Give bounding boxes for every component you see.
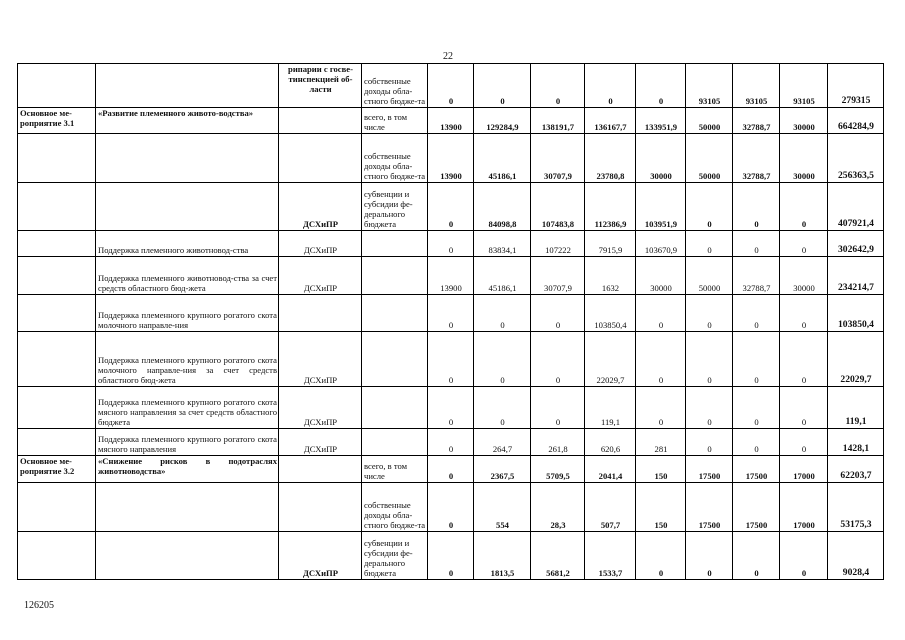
value-cell: 0 bbox=[474, 64, 531, 108]
value-cell: 83834,1 bbox=[474, 231, 531, 257]
value-cell: 150 bbox=[636, 483, 686, 532]
activity-cell bbox=[18, 231, 96, 257]
activity-cell: Основное ме-роприятие 3.2 bbox=[18, 456, 96, 483]
value-cell: 103670,9 bbox=[636, 231, 686, 257]
value-cell: 0 bbox=[428, 429, 474, 456]
value-cell: 0 bbox=[428, 332, 474, 387]
total-cell: 234214,7 bbox=[828, 257, 884, 295]
value-cell: 0 bbox=[733, 183, 780, 231]
value-cell: 0 bbox=[780, 387, 828, 429]
value-cell: 17500 bbox=[733, 483, 780, 532]
value-cell: 30707,9 bbox=[531, 257, 585, 295]
value-cell: 30000 bbox=[780, 134, 828, 183]
value-cell: 13900 bbox=[428, 257, 474, 295]
value-cell: 0 bbox=[733, 231, 780, 257]
total-cell: 407921,4 bbox=[828, 183, 884, 231]
value-cell: 150 bbox=[636, 456, 686, 483]
value-cell: 0 bbox=[428, 64, 474, 108]
value-cell: 0 bbox=[474, 295, 531, 332]
executor-cell bbox=[279, 456, 362, 483]
value-cell: 0 bbox=[686, 532, 733, 580]
value-cell: 0 bbox=[733, 532, 780, 580]
total-cell: 22029,7 bbox=[828, 332, 884, 387]
value-cell: 261,8 bbox=[531, 429, 585, 456]
value-cell: 45186,1 bbox=[474, 134, 531, 183]
value-cell: 0 bbox=[733, 387, 780, 429]
source-cell bbox=[362, 387, 428, 429]
value-cell: 1632 bbox=[585, 257, 636, 295]
description-cell: Поддержка племенного животновод-ства bbox=[96, 231, 279, 257]
value-cell: 2041,4 bbox=[585, 456, 636, 483]
value-cell: 1533,7 bbox=[585, 532, 636, 580]
source-cell: субвенции и субсидии фе-дерального бюджета bbox=[362, 532, 428, 580]
activity-cell bbox=[18, 387, 96, 429]
executor-cell bbox=[279, 134, 362, 183]
total-cell: 119,1 bbox=[828, 387, 884, 429]
value-cell: 93105 bbox=[733, 64, 780, 108]
value-cell: 5709,5 bbox=[531, 456, 585, 483]
source-cell: субвенции и субсидии фе-дерального бюджета bbox=[362, 183, 428, 231]
value-cell: 0 bbox=[428, 532, 474, 580]
activity-cell bbox=[18, 483, 96, 532]
total-cell: 1428,1 bbox=[828, 429, 884, 456]
table-row bbox=[18, 295, 884, 332]
activity-cell bbox=[18, 134, 96, 183]
activity-cell bbox=[18, 429, 96, 456]
table-row bbox=[18, 429, 884, 456]
executor-cell: ДСХиПР bbox=[279, 332, 362, 387]
executor-cell: ДСХиПР bbox=[279, 429, 362, 456]
value-cell: 0 bbox=[428, 456, 474, 483]
table-row bbox=[18, 332, 884, 387]
table-row bbox=[18, 483, 884, 532]
description-cell: «Развитие племенного живото-водства» bbox=[96, 108, 279, 134]
activity-cell bbox=[18, 257, 96, 295]
total-cell: 9028,4 bbox=[828, 532, 884, 580]
footer-code: 126205 bbox=[24, 600, 54, 611]
value-cell: 32788,7 bbox=[733, 257, 780, 295]
description-cell bbox=[96, 483, 279, 532]
executor-cell bbox=[279, 483, 362, 532]
value-cell: 23780,8 bbox=[585, 134, 636, 183]
description-cell: Поддержка племенного крупного рогатого скота молочного направле-ния bbox=[96, 295, 279, 332]
value-cell: 0 bbox=[686, 231, 733, 257]
activity-cell bbox=[18, 532, 96, 580]
value-cell: 93105 bbox=[780, 64, 828, 108]
value-cell: 119,1 bbox=[585, 387, 636, 429]
table-row bbox=[18, 257, 884, 295]
source-cell: всего, в том числе bbox=[362, 456, 428, 483]
executor-cell bbox=[279, 108, 362, 134]
source-cell bbox=[362, 231, 428, 257]
source-cell: собственные доходы обла-стного бюдже-та bbox=[362, 483, 428, 532]
executor-cell bbox=[279, 295, 362, 332]
value-cell: 0 bbox=[636, 64, 686, 108]
executor-cell: ДСХиПР bbox=[279, 257, 362, 295]
budget-table bbox=[17, 63, 884, 580]
value-cell: 281 bbox=[636, 429, 686, 456]
description-cell: Поддержка племенного крупного рогатого скота мясного направления bbox=[96, 429, 279, 456]
description-cell: «Снижение рисков в подотраслях животноводства» bbox=[96, 456, 279, 483]
value-cell: 0 bbox=[531, 295, 585, 332]
value-cell: 17500 bbox=[686, 483, 733, 532]
value-cell: 0 bbox=[636, 387, 686, 429]
activity-cell bbox=[18, 183, 96, 231]
value-cell: 22029,7 bbox=[585, 332, 636, 387]
value-cell: 107222 bbox=[531, 231, 585, 257]
page-number: 22 bbox=[443, 51, 453, 62]
table-row bbox=[18, 183, 884, 231]
value-cell: 17500 bbox=[733, 456, 780, 483]
value-cell: 30000 bbox=[636, 134, 686, 183]
value-cell: 554 bbox=[474, 483, 531, 532]
value-cell: 0 bbox=[780, 295, 828, 332]
source-cell: всего, в том числе bbox=[362, 108, 428, 134]
source-cell bbox=[362, 295, 428, 332]
value-cell: 0 bbox=[636, 295, 686, 332]
value-cell: 28,3 bbox=[531, 483, 585, 532]
value-cell: 1813,5 bbox=[474, 532, 531, 580]
value-cell: 45186,1 bbox=[474, 257, 531, 295]
value-cell: 0 bbox=[780, 332, 828, 387]
total-cell: 256363,5 bbox=[828, 134, 884, 183]
table-row bbox=[18, 387, 884, 429]
value-cell: 0 bbox=[686, 295, 733, 332]
value-cell: 17000 bbox=[780, 483, 828, 532]
description-cell bbox=[96, 532, 279, 580]
executor-cell: рипарии с госве-тинспекцией об-ласти bbox=[279, 64, 362, 108]
value-cell: 129284,9 bbox=[474, 108, 531, 134]
value-cell: 0 bbox=[780, 231, 828, 257]
value-cell: 620,6 bbox=[585, 429, 636, 456]
value-cell: 17000 bbox=[780, 456, 828, 483]
value-cell: 30000 bbox=[780, 108, 828, 134]
value-cell: 112386,9 bbox=[585, 183, 636, 231]
source-cell bbox=[362, 429, 428, 456]
description-cell: Поддержка племенного животновод-ства за счет средств областного бюд-жета bbox=[96, 257, 279, 295]
value-cell: 0 bbox=[428, 295, 474, 332]
value-cell: 17500 bbox=[686, 456, 733, 483]
value-cell: 30707,9 bbox=[531, 134, 585, 183]
value-cell: 136167,7 bbox=[585, 108, 636, 134]
value-cell: 0 bbox=[636, 532, 686, 580]
total-cell: 103850,4 bbox=[828, 295, 884, 332]
value-cell: 0 bbox=[428, 387, 474, 429]
value-cell: 0 bbox=[428, 483, 474, 532]
value-cell: 0 bbox=[686, 183, 733, 231]
table-row bbox=[18, 108, 884, 134]
executor-cell: ДСХиПР bbox=[279, 183, 362, 231]
value-cell: 0 bbox=[733, 295, 780, 332]
table-row bbox=[18, 532, 884, 580]
total-cell: 53175,3 bbox=[828, 483, 884, 532]
source-cell: собственные доходы обла-стного бюдже-та bbox=[362, 134, 428, 183]
activity-cell bbox=[18, 295, 96, 332]
description-cell: Поддержка племенного крупного рогатого скота мясного направления за счет средств областного бюджета bbox=[96, 387, 279, 429]
table-row bbox=[18, 134, 884, 183]
value-cell: 32788,7 bbox=[733, 134, 780, 183]
source-cell bbox=[362, 257, 428, 295]
table-row bbox=[18, 64, 884, 108]
total-cell: 302642,9 bbox=[828, 231, 884, 257]
value-cell: 93105 bbox=[686, 64, 733, 108]
value-cell: 0 bbox=[686, 387, 733, 429]
value-cell: 84098,8 bbox=[474, 183, 531, 231]
value-cell: 7915,9 bbox=[585, 231, 636, 257]
value-cell: 133951,9 bbox=[636, 108, 686, 134]
value-cell: 30000 bbox=[780, 257, 828, 295]
value-cell: 0 bbox=[428, 231, 474, 257]
value-cell: 50000 bbox=[686, 257, 733, 295]
table-row bbox=[18, 231, 884, 257]
activity-cell bbox=[18, 332, 96, 387]
value-cell: 0 bbox=[733, 332, 780, 387]
value-cell: 107483,8 bbox=[531, 183, 585, 231]
value-cell: 0 bbox=[686, 332, 733, 387]
value-cell: 30000 bbox=[636, 257, 686, 295]
value-cell: 5681,2 bbox=[531, 532, 585, 580]
activity-cell: Основное ме-роприятие 3.1 bbox=[18, 108, 96, 134]
value-cell: 0 bbox=[428, 183, 474, 231]
value-cell: 0 bbox=[780, 429, 828, 456]
value-cell: 103951,9 bbox=[636, 183, 686, 231]
activity-cell bbox=[18, 64, 96, 108]
value-cell: 32788,7 bbox=[733, 108, 780, 134]
value-cell: 0 bbox=[531, 332, 585, 387]
value-cell: 507,7 bbox=[585, 483, 636, 532]
total-cell: 664284,9 bbox=[828, 108, 884, 134]
value-cell: 0 bbox=[636, 332, 686, 387]
value-cell: 0 bbox=[733, 429, 780, 456]
description-cell bbox=[96, 183, 279, 231]
value-cell: 0 bbox=[585, 64, 636, 108]
value-cell: 138191,7 bbox=[531, 108, 585, 134]
total-cell: 62203,7 bbox=[828, 456, 884, 483]
table-row bbox=[18, 456, 884, 483]
value-cell: 264,7 bbox=[474, 429, 531, 456]
value-cell: 13900 bbox=[428, 134, 474, 183]
value-cell: 0 bbox=[531, 387, 585, 429]
value-cell: 103850,4 bbox=[585, 295, 636, 332]
description-cell bbox=[96, 134, 279, 183]
executor-cell: ДСХиПР bbox=[279, 532, 362, 580]
source-cell bbox=[362, 332, 428, 387]
description-cell: Поддержка племенного крупного рогатого скота молочного направле-ния за счет средств областного бюд-жета bbox=[96, 332, 279, 387]
value-cell: 13900 bbox=[428, 108, 474, 134]
total-cell: 279315 bbox=[828, 64, 884, 108]
value-cell: 0 bbox=[474, 387, 531, 429]
source-cell: собственные доходы обла-стного бюдже-та bbox=[362, 64, 428, 108]
value-cell: 2367,5 bbox=[474, 456, 531, 483]
value-cell: 50000 bbox=[686, 134, 733, 183]
value-cell: 0 bbox=[531, 64, 585, 108]
executor-cell: ДСХиПР bbox=[279, 387, 362, 429]
description-cell bbox=[96, 64, 279, 108]
value-cell: 0 bbox=[686, 429, 733, 456]
value-cell: 0 bbox=[474, 332, 531, 387]
value-cell: 50000 bbox=[686, 108, 733, 134]
value-cell: 0 bbox=[780, 183, 828, 231]
executor-cell: ДСХиПР bbox=[279, 231, 362, 257]
value-cell: 0 bbox=[780, 532, 828, 580]
